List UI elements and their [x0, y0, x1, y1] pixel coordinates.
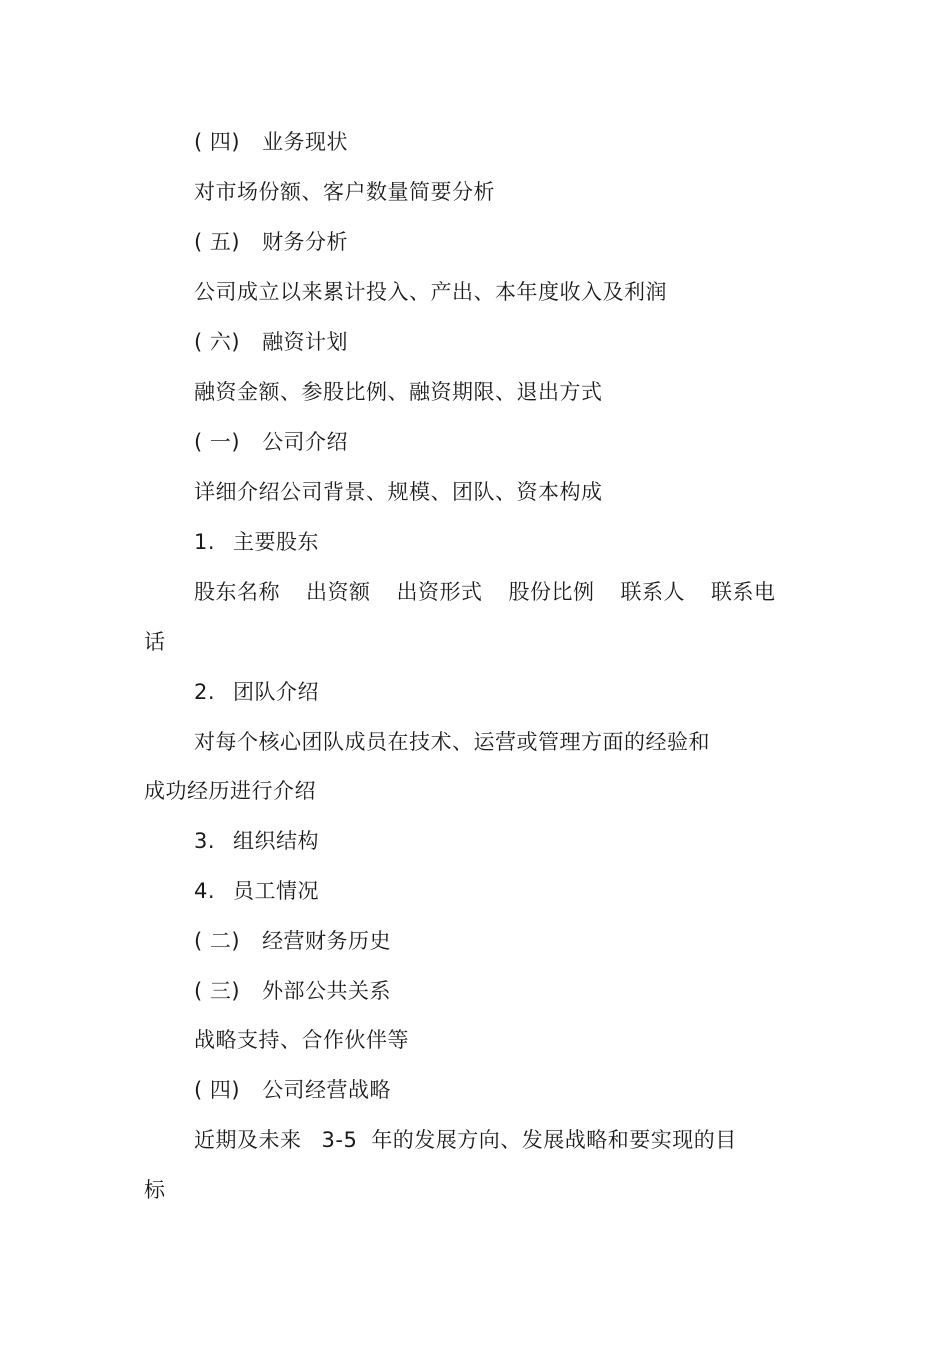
paragraph-text: 成功经历进行介绍: [144, 779, 316, 803]
list-number: 1.: [194, 530, 216, 554]
subheading-title: 主要股东: [233, 530, 320, 554]
list-number: 3.: [194, 829, 216, 853]
section-heading-public-relations: [194, 977, 391, 1005]
table-header-cell: 股东名称: [194, 580, 280, 604]
year-range: 3-5: [321, 1128, 358, 1152]
section-heading-business-status: [194, 128, 348, 156]
section-marker: ( 二): [194, 929, 241, 953]
shareholder-table-wrap: 话: [144, 630, 166, 654]
text-segment: 年的发展方向、发展战略和要实现的目: [371, 1128, 737, 1152]
section-title: 融资计划: [262, 330, 349, 354]
section-marker: ( 五): [194, 230, 241, 254]
section-heading-financial-analysis: [194, 228, 348, 256]
section-title: 经营财务历史: [262, 929, 392, 953]
section-heading-financing-plan: [194, 328, 348, 356]
paragraph-text: 对每个核心团队成员在技术、运营或管理方面的经验和: [194, 730, 710, 754]
section-heading-operating-history: [194, 927, 391, 955]
table-header-cell: 出资额: [306, 580, 371, 604]
subheading-title: 团队介绍: [233, 680, 320, 704]
section-marker: ( 三): [194, 979, 241, 1003]
section-marker: ( 四): [194, 130, 241, 154]
section-title: 外部公共关系: [262, 979, 392, 1003]
subheading-title: 员工情况: [233, 879, 320, 903]
table-header-cell: 股份比例: [508, 580, 595, 604]
list-number: 4.: [194, 879, 216, 903]
list-number: 2.: [194, 680, 216, 704]
table-header-cell: 出资形式: [396, 580, 483, 604]
paragraph-text: 标: [144, 1178, 166, 1202]
table-header-cell: 联系人: [620, 580, 685, 604]
paragraph-text-strategy: [194, 1126, 737, 1154]
section-marker: ( 一): [194, 430, 241, 454]
subheading-team-intro: [194, 678, 319, 706]
subheading-main-shareholders: [194, 528, 319, 556]
text-segment: 近期及未来: [194, 1128, 302, 1152]
shareholder-table-header: [194, 578, 776, 606]
section-title: 公司经营战略: [262, 1078, 392, 1102]
section-heading-strategy: [194, 1076, 391, 1104]
section-marker: ( 四): [194, 1078, 241, 1102]
section-heading-company-intro: [194, 428, 348, 456]
paragraph-text: 战略支持、合作伙伴等: [194, 1028, 409, 1052]
subheading-title: 组织结构: [233, 829, 320, 853]
section-title: 财务分析: [262, 230, 349, 254]
section-marker: ( 六): [194, 330, 241, 354]
subheading-org-structure: [194, 827, 319, 855]
table-header-cell: 联系电: [711, 580, 776, 604]
paragraph-text: 对市场份额、客户数量简要分析: [194, 180, 495, 204]
section-title: 公司介绍: [262, 430, 349, 454]
paragraph-text: 详细介绍公司背景、规模、团队、资本构成: [194, 480, 603, 504]
subheading-staff: [194, 877, 319, 905]
paragraph-text: 公司成立以来累计投入、产出、本年度收入及利润: [194, 280, 667, 304]
paragraph-text: 融资金额、参股比例、融资期限、退出方式: [194, 380, 603, 404]
section-title: 业务现状: [262, 130, 349, 154]
